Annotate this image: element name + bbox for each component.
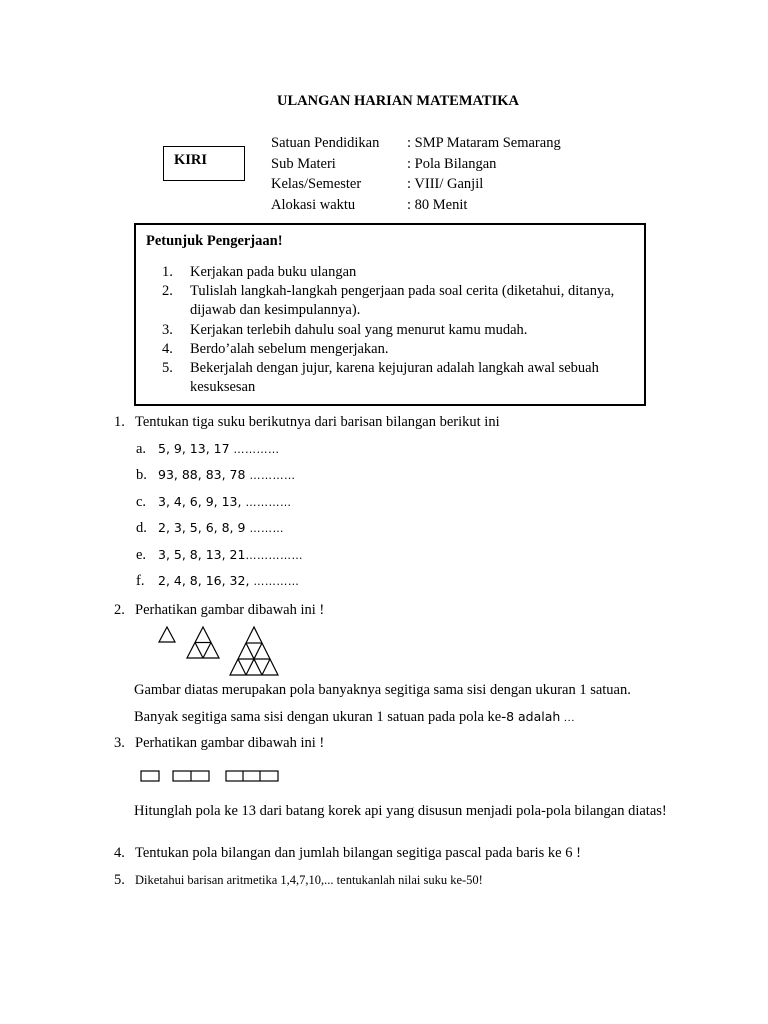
sequence-text: 2, 4, 8, 16, 32, (158, 573, 250, 588)
info-row-time (271, 195, 561, 216)
question-text: Tentukan pola bilangan dan jumlah bilangan segitiga pascal pada baris ke 6 ! (135, 845, 581, 861)
sequence-text: 93, 88, 83, 78 (158, 467, 246, 482)
info-label: Satuan Pendidikan (271, 135, 380, 151)
item-letter: d. (136, 520, 147, 536)
answer-dots: ……… (245, 522, 284, 535)
instructions-title: Petunjuk Pengerjaan! (146, 233, 283, 249)
question-2 (114, 600, 324, 620)
instruction-text: Tulislah langkah-langkah pengerjaan pada soal cerita (diketahui, ditanya, dijawab dan kesimpulannya). (190, 283, 615, 319)
instruction-item (162, 282, 638, 320)
question-number: 5. (114, 872, 125, 888)
instruction-text: Kerjakan pada buku ulangan (190, 264, 357, 280)
triangle-pattern-figure (150, 622, 290, 680)
info-row-school (271, 133, 561, 154)
instruction-number: 1. (162, 264, 173, 280)
sequence-item-d (136, 520, 284, 537)
item-letter: c. (136, 494, 147, 510)
instruction-item (162, 263, 638, 282)
instruction-number: 5. (162, 360, 173, 377)
question-text: Tentukan tiga suku berikutnya dari barisan bilangan berikut ini (135, 414, 500, 430)
prompt-text: Banyak segitiga sama sisi dengan ukuran 1 satuan pada pola ke- (134, 709, 507, 725)
question-number: 1. (114, 414, 125, 430)
answer-dots: ………… (229, 443, 280, 456)
info-value: : VIII/ Ganjil (407, 176, 484, 192)
info-label: Sub Materi (271, 155, 336, 172)
matchstick-pattern-3 (226, 771, 278, 781)
info-label: Alokasi waktu (271, 196, 356, 213)
answer-dots: ………… (241, 496, 292, 509)
item-letter: b. (136, 467, 147, 483)
question-2-description: Gambar diatas merupakan pola banyaknya segitiga sama sisi dengan ukuran 1 satuan. (134, 682, 631, 698)
question-4 (114, 843, 581, 863)
sequence-item-a (136, 441, 280, 458)
info-label: Kelas/Semester (271, 176, 362, 192)
instruction-item (162, 340, 638, 359)
answer-dots: … (560, 712, 576, 724)
triangle-pattern-1 (159, 627, 175, 642)
question-3-description: Hitunglah pola ke 13 dari batang korek api yang disusun menjadi pola-pola bilangan diatas! (134, 803, 667, 819)
instruction-number: 2. (162, 283, 173, 300)
sequence-text: 3, 5, 8, 13, 21 (158, 547, 246, 562)
instruction-number: 4. (162, 340, 173, 357)
question-text: Perhatikan gambar dibawah ini ! (135, 735, 325, 751)
triangle-pattern-2 (187, 627, 219, 658)
question-text: Perhatikan gambar dibawah ini ! (135, 602, 325, 618)
matchstick-pattern-2 (173, 771, 209, 781)
sequence-text: 3, 4, 6, 9, 13, (158, 494, 242, 509)
matchstick-pattern-1 (141, 771, 159, 781)
instruction-text: Berdo’alah sebelum mengerjakan. (190, 340, 389, 357)
instruction-number: 3. (162, 321, 173, 338)
sequence-text: 2, 3, 5, 6, 8, 9 (158, 520, 246, 535)
question-number: 3. (114, 735, 125, 751)
version-label: KIRI (174, 152, 208, 168)
question-2-prompt (134, 707, 679, 729)
info-row-class (271, 174, 561, 195)
prompt-term: 8 adalah (506, 709, 561, 724)
instruction-text: Bekerjalah dengan jujur, karena kejujuran adalah langkah awal sebuah kesuksesan (190, 360, 599, 396)
matchstick-pattern-figure (138, 768, 283, 784)
instruction-item (162, 359, 638, 397)
sequence-item-b (136, 467, 295, 484)
version-box (163, 146, 245, 181)
instruction-item (162, 321, 638, 340)
sequence-item-f (136, 573, 299, 590)
info-row-submaterial (271, 154, 561, 175)
page-title: ULANGAN HARIAN MATEMATIKA (277, 93, 519, 109)
question-number: 2. (114, 602, 125, 618)
instructions-box (134, 223, 646, 406)
answer-dots: ………… (249, 575, 300, 588)
question-1 (114, 412, 500, 432)
instruction-text: Kerjakan terlebih dahulu soal yang menurut kamu mudah. (190, 321, 528, 338)
info-value: : 80 Menit (407, 196, 468, 213)
question-text: Diketahui barisan aritmetika 1,4,7,10,... tentukanlah nilai suku ke-50! (135, 873, 483, 887)
instructions-list (162, 263, 638, 397)
sequence-item-e (136, 547, 303, 564)
exam-info (271, 133, 561, 215)
info-value: : Pola Bilangan (407, 155, 497, 172)
triangle-pattern-3 (230, 627, 278, 675)
info-value: : SMP Mataram Semarang (407, 135, 561, 151)
item-letter: f. (136, 573, 145, 589)
sequence-text: 5, 9, 13, 17 (158, 441, 230, 456)
question-3 (114, 733, 324, 753)
question-5 (114, 870, 483, 890)
item-letter: e. (136, 547, 147, 563)
sequence-item-c (136, 494, 291, 511)
question-number: 4. (114, 845, 125, 861)
answer-dots: ………… (245, 469, 296, 482)
item-letter: a. (136, 441, 147, 457)
answer-dots: …………… (245, 549, 303, 562)
